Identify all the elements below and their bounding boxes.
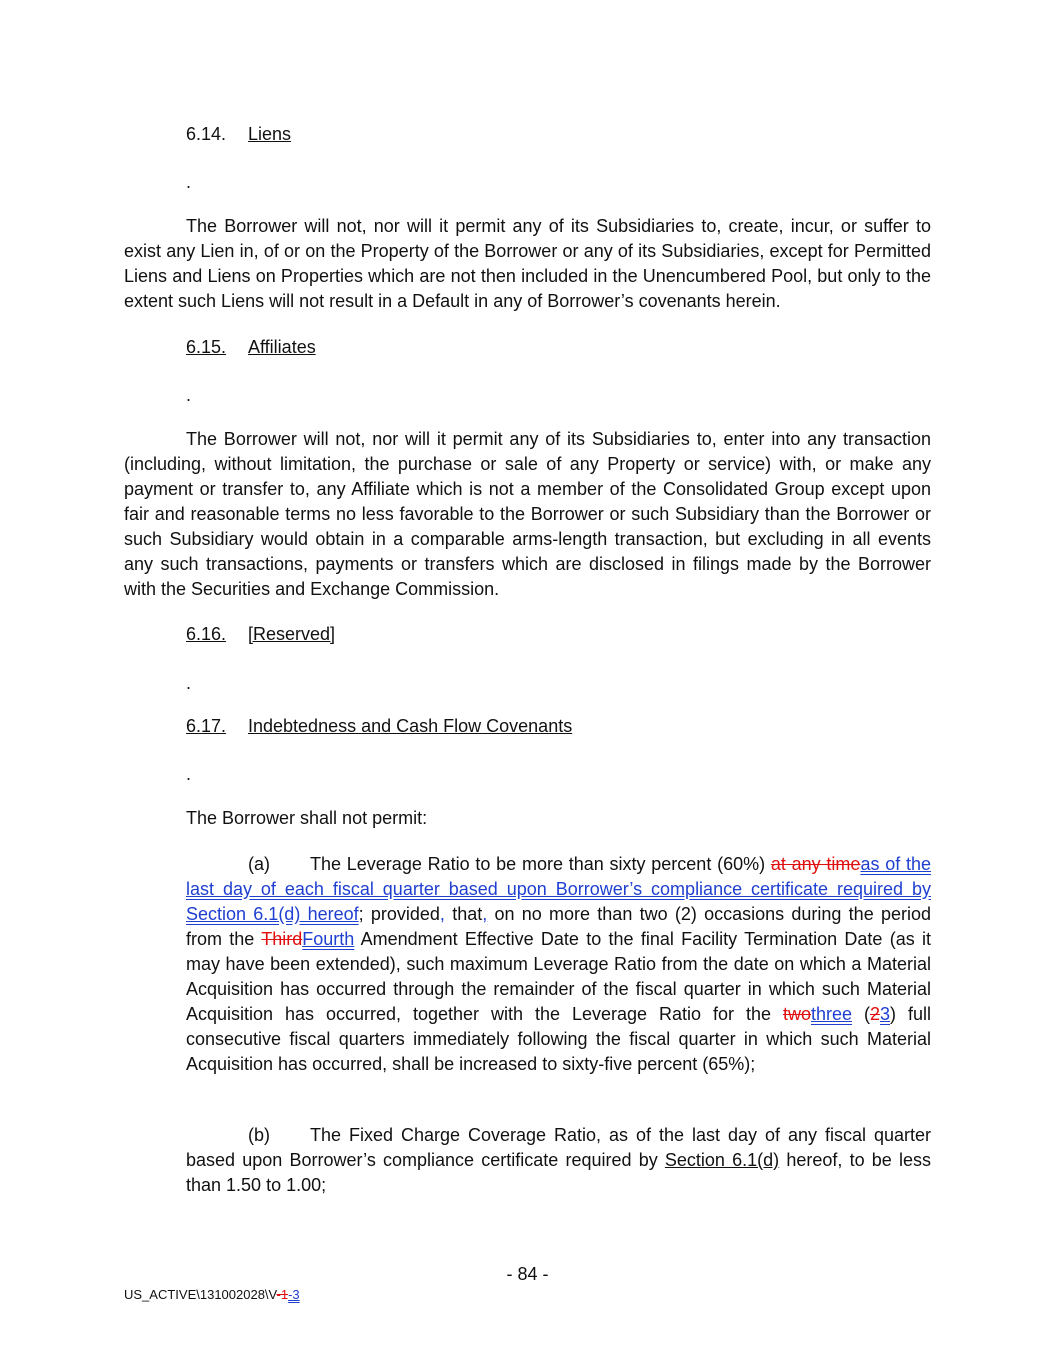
- section-dot: .: [186, 764, 192, 784]
- section-number: 6.16.: [186, 624, 227, 644]
- inserted-text: as of the last day of each fiscal quarter based upon Borrower’s compliance certificate required by Section 6.1(d) hereof: [186, 854, 932, 924]
- section-6-17-heading: [186, 714, 572, 739]
- section-dot: .: [186, 172, 192, 192]
- liens-paragraph: The Borrower will not, nor will it permit any of its Subsidiaries to, create, incur, or suffer to exist any Lien in, of or on the Property of the Borrower or any of its Subsidiaries, except for Permitted Liens and Liens on Properties which are not then included in the Unencumbered Pool, but only to the extent such Liens will not result in a Default in any of Borrower’s covenants herein.: [124, 216, 931, 311]
- section-dot: .: [186, 673, 192, 693]
- inserted-text: three: [810, 1004, 853, 1024]
- covenant-item-a: [186, 852, 931, 1077]
- inserted-text: 3: [880, 1004, 891, 1024]
- text-run: that: [444, 904, 483, 924]
- doc-id: US_ACTIVE\131002028\V: [124, 1287, 277, 1302]
- text-run: hereof, to be less than 1.50 to 1.00;: [186, 1150, 931, 1195]
- text-run: ) full consecutive fiscal quarters immediately following the fiscal quarter in which such Material Acquisition has occurred, shall be increased to sixty-five percent (65%);: [186, 1004, 931, 1074]
- section-number: 6.17.: [186, 716, 227, 736]
- section-number: 6.14.: [186, 124, 227, 144]
- section-6-15-heading: [186, 335, 316, 360]
- section-title: [Reserved]: [248, 624, 336, 644]
- text-run: on no more than two (2) occasions during the period from the: [186, 904, 931, 949]
- text-run: (: [852, 1004, 870, 1024]
- covenants-intro: The Borrower shall not permit:: [186, 808, 428, 828]
- deleted-text: 2: [869, 1004, 880, 1024]
- text-run: Amendment Effective Date to the final Facility Termination Date (as it may have been extended), such maximum Leverage Ratio from the date on which a Material Acquisition has occurred through the remainder of the fiscal quarter in which such Material Acquisition has occurred, together with the Leverage Ratio for the: [186, 929, 931, 1024]
- inserted-text: ,: [439, 904, 445, 924]
- section-6-16-heading: [186, 622, 335, 647]
- text-run: ; provided: [358, 904, 440, 924]
- section-number: 6.15.: [186, 337, 227, 357]
- item-label: (a): [248, 854, 270, 874]
- deleted-text: Third: [261, 929, 303, 949]
- deleted-text: -1: [276, 1287, 289, 1302]
- page-number: - 84 -: [506, 1264, 549, 1284]
- inserted-text: -3: [288, 1287, 300, 1302]
- section-title: Liens: [248, 124, 292, 144]
- deleted-text: two: [782, 1004, 811, 1024]
- document-footer-id: [124, 1287, 300, 1303]
- section-title: Affiliates: [248, 337, 316, 357]
- text-run: The Leverage Ratio to be more than sixty percent (60%): [310, 854, 771, 874]
- item-label: (b): [248, 1125, 270, 1145]
- inserted-text: Fourth: [302, 929, 355, 949]
- section-dot: .: [186, 385, 192, 405]
- section-title: Indebtedness and Cash Flow Covenants: [248, 716, 573, 736]
- deleted-text: at any time: [770, 854, 861, 874]
- section-6-14-heading: [186, 122, 291, 147]
- covenant-item-b: [186, 1123, 931, 1198]
- affiliates-paragraph: The Borrower will not, nor will it permit any of its Subsidiaries to, enter into any transaction (including, without limitation, the purchase or sale of any Property or service) with, or make any payment or transfer to, any Affiliate which is not a member of the Consolidated Group except upon fair and reasonable terms no less favorable to the Borrower or such Subsidiary than the Borrower or such Subsidiary would obtain in a comparable arms-length transaction, but excluding in all events any such transactions, payments or transfers which are disclosed in filings made by the Borrower with the Securities and Exchange Commission.: [124, 429, 931, 599]
- inserted-text: ,: [482, 904, 488, 924]
- text-run: The Fixed Charge Coverage Ratio, as of the last day of any fiscal quarter based upon Borrower’s compliance certificate required by: [186, 1125, 931, 1170]
- section-reference: Section 6.1(d): [664, 1150, 780, 1170]
